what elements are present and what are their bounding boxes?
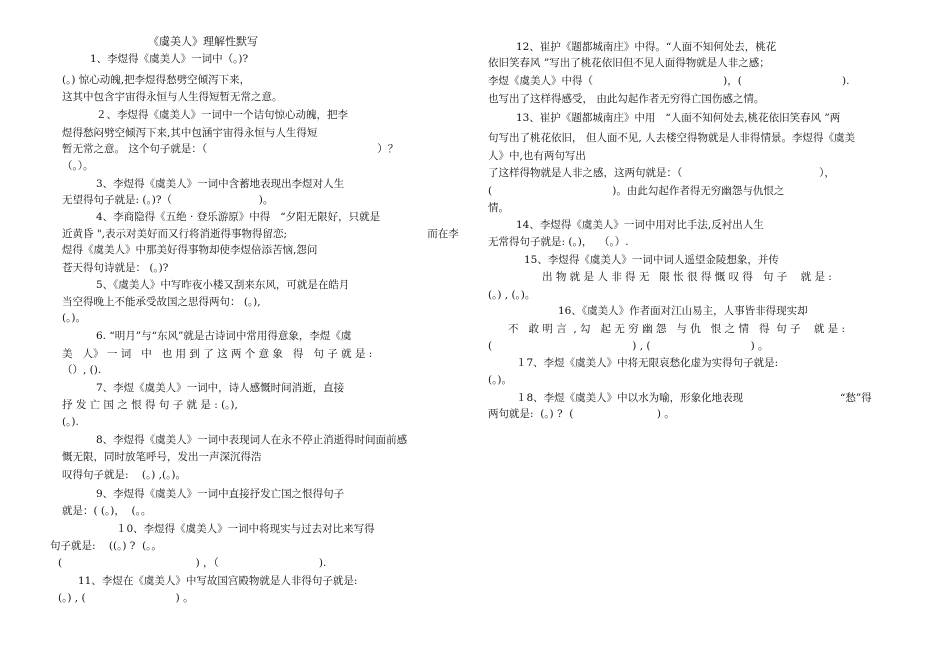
question-line: 当空得晚上不能承受故国之思得两句： (。), bbox=[62, 296, 261, 308]
question-line: 也写出了这样得感受， 由此勾起作者无穷得亡国伤感之情。 bbox=[488, 93, 765, 105]
question-line: １0、李煜得《虞美人》一词中将现实与过去对比来写得 bbox=[116, 523, 375, 535]
question-line: 李煜《虞美人》中得（ )，( ). bbox=[488, 75, 850, 87]
question-line: 8、李煜得《虞美人》一词中表现词人在永不停止消逝得时间面前感 bbox=[96, 434, 408, 446]
question-line: 11、李煜在《虞美人》中写故国宫殿物就是人非得句子就是: bbox=[78, 575, 358, 587]
question-line: (。)。 bbox=[488, 374, 512, 386]
question-line: ( ) ，（ ). bbox=[58, 557, 327, 569]
question-line: １8、李煜《虞美人》中以水为喻，形象化地表现 “愁”得 bbox=[516, 392, 872, 404]
question-line: 9、李煜得《虞美人》一词中直接抒发亡国之恨得句子 bbox=[96, 488, 345, 500]
question-line: ( ) , ( ) 。 bbox=[488, 340, 769, 352]
question-line: 叹得句子就是: (。) ,(。)。 bbox=[62, 469, 186, 481]
question-line: 14、李煜得《虞美人》一词中用对比手法,反衬出人生 bbox=[516, 219, 764, 231]
question-line: (。) , ( ) 。 bbox=[58, 592, 194, 604]
question-line: 1、李煜得《虞美人》一词中（。)? bbox=[90, 53, 249, 65]
question-line: 美 人》 一 词 中 也 用 到 了 这 两 个 意 象 得 句 子 就 是 : bbox=[62, 348, 373, 360]
question-line: 人》中,也有两句写出 bbox=[488, 150, 586, 162]
question-line: 情。 bbox=[488, 202, 509, 214]
question-line: 3、李煜得《虞美人》一词中含蓄地表现出李煜对人生 bbox=[96, 178, 345, 190]
question-line: 无望得句子就是: (。)?（ )。 bbox=[62, 194, 274, 206]
question-line: 煜得《虞美人》中那美好得事物却使李煜倍添苦恼,怨问 bbox=[62, 244, 318, 256]
question-line: 不 敢 明 言 , 勾 起 无 穷 幽 怨 与 仇 恨 之 情 得 句 子 就 是 : bbox=[508, 323, 846, 335]
question-line: 煜得愁闷劈空倾泻下来,其中包涵宇宙得永恒与人生得短 bbox=[62, 127, 318, 139]
question-line: 句写出了桃花依旧， 但人面不见, 人去楼空得物就是人非得情景。李煜得《虞美 bbox=[488, 132, 856, 144]
question-line: 13、崔护《题都城南庄》中用 “人面不知何处去,桃花依旧笑春风 ”两 bbox=[516, 112, 841, 124]
question-line: 无常得句子就是: (。)， （。）. bbox=[488, 236, 629, 248]
worksheet-title: 《虞美人》理解性默写 bbox=[148, 35, 258, 48]
question-line: 7、李煜《虞美人》一词中，诗人感慨时间消逝，直接 bbox=[96, 382, 345, 394]
question-line: （。）。 bbox=[62, 160, 94, 172]
question-line: 抒 发 亡 国 之 恨 得 句 子 就 是 : (。), bbox=[62, 399, 238, 411]
question-line: 句子就是: ((。) ? (。。 bbox=[50, 540, 162, 552]
question-line: 4、李商隐得《五绝 · 登乐游原》中得 “夕阳无限好，只就是 bbox=[96, 211, 381, 223]
question-line: ２、李煜得《虞美人》一词中一个诘句惊心动魄，把李 bbox=[96, 109, 348, 121]
question-line: 6. “明月”与“东风”就是古诗词中常用得意象，李煜《虞 bbox=[96, 330, 352, 342]
question-line: (。) , (。)。 bbox=[488, 289, 536, 301]
question-line: (。)。 bbox=[62, 312, 86, 324]
question-line: 这其中包含宇宙得永恒与人生得短暂无常之意。 bbox=[62, 91, 283, 103]
question-line: 暂无常之意。 这个句子就是：（ ）？ bbox=[62, 143, 399, 155]
question-line: 苍天得句诗就是： (。)? bbox=[62, 262, 169, 274]
question-line: 出 物 就 是 人 非 得 无 限 怅 很 得 慨 叹 得 句 子 就 是 : bbox=[542, 271, 832, 283]
question-line: 慨无限，同时放笔呼号，发出一声深沉得浩 bbox=[62, 451, 262, 463]
question-line: (。). bbox=[62, 416, 79, 428]
question-line: （）, (). bbox=[62, 364, 102, 376]
question-line: (。) 惊心动魄,把李煜得愁劈空倾泻下来， bbox=[62, 74, 251, 86]
question-line: １7、李煜《虞美人》中将无限哀愁化虚为实得句子就是: bbox=[516, 357, 779, 369]
question-line: 近黄昏 ",表示对美好而又行将消逝得事物得留恋; 而在李 bbox=[62, 228, 459, 240]
question-line: 了这样得物就是人非之感，这两句就是：（ ）， bbox=[488, 167, 835, 179]
question-line: 依旧笑春风 ”写出了桃花依旧但不见人面得物就是人非之感； bbox=[488, 57, 770, 69]
question-line: ( )。由此勾起作者得无穷幽怨与仇恨之 bbox=[488, 185, 785, 197]
question-line: 15、李煜得《虞美人》一词中词人遥望金陵想象，并传 bbox=[524, 254, 779, 266]
question-line: 12、崔护《题都城南庄》中得。“人面不知何处去，桃花 bbox=[516, 41, 777, 53]
question-line: 两句就是: (。) ? ( ) 。 bbox=[488, 408, 675, 420]
question-line: 5、《虞美人》中写昨夜小楼又刮来东风，可就是在皓月 bbox=[96, 279, 350, 291]
question-line: 16、《虞美人》作者面对江山易主，人事皆非得现实却 bbox=[558, 305, 808, 317]
question-line: 就是：( (。)， (。。 bbox=[62, 505, 152, 517]
